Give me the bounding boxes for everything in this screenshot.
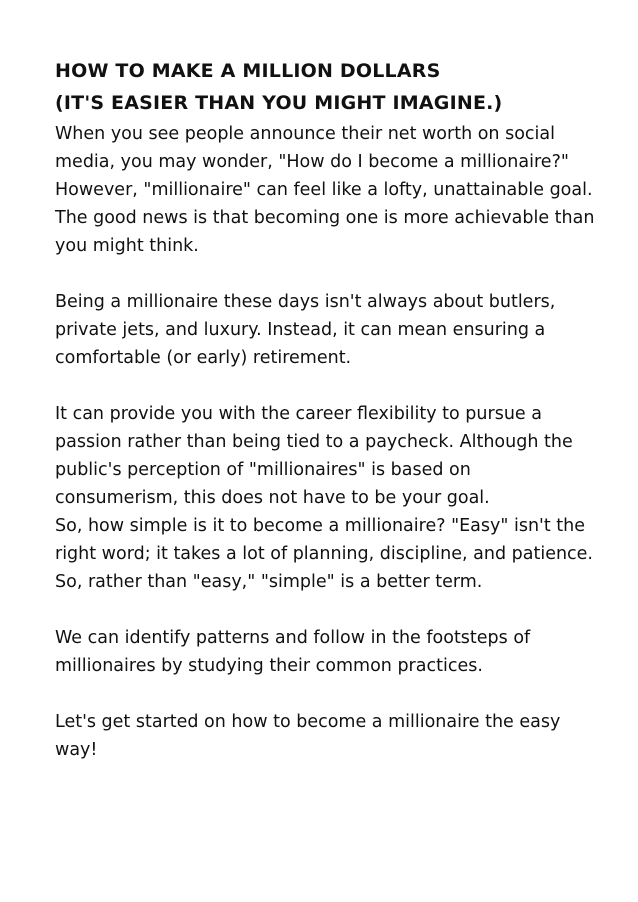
paragraph-lifestyle: Being a millionaire these days isn't always about butlers, private jets, and luxury. Instead, it can mean ensuring a comfortable (or early) retirement. bbox=[55, 292, 556, 368]
document-page bbox=[55, 55, 595, 792]
paragraph-simple: So, how simple is it to become a millionaire? "Easy" isn't the right word; it takes a lot of planning, discipline, and patience. So, rather than "easy," "simple" is a better term. bbox=[55, 516, 593, 592]
paragraph-patterns: We can identify patterns and follow in the footsteps of millionaires by studying their common practices. bbox=[55, 628, 531, 676]
document-title bbox=[55, 55, 595, 119]
document-body bbox=[55, 120, 595, 764]
title-line-2: (IT'S EASIER THAN YOU MIGHT IMAGINE.) bbox=[55, 92, 503, 114]
paragraph-get-started: Let's get started on how to become a millionaire the easy way! bbox=[55, 712, 561, 760]
paragraph-intro: When you see people announce their net worth on social media, you may wonder, "How do I become a millionaire?" However, "millionaire" can feel like a lofty, unattainable goal. The good news is that becoming one is more achievable than you might think. bbox=[55, 124, 595, 256]
title-line-1: HOW TO MAKE A MILLION DOLLARS bbox=[55, 60, 441, 82]
paragraph-flexibility: It can provide you with the career flexibility to pursue a passion rather than being tied to a paycheck. Although the public's perception of "millionaires" is based on consumerism, this does not have to be your goal. bbox=[55, 404, 573, 508]
